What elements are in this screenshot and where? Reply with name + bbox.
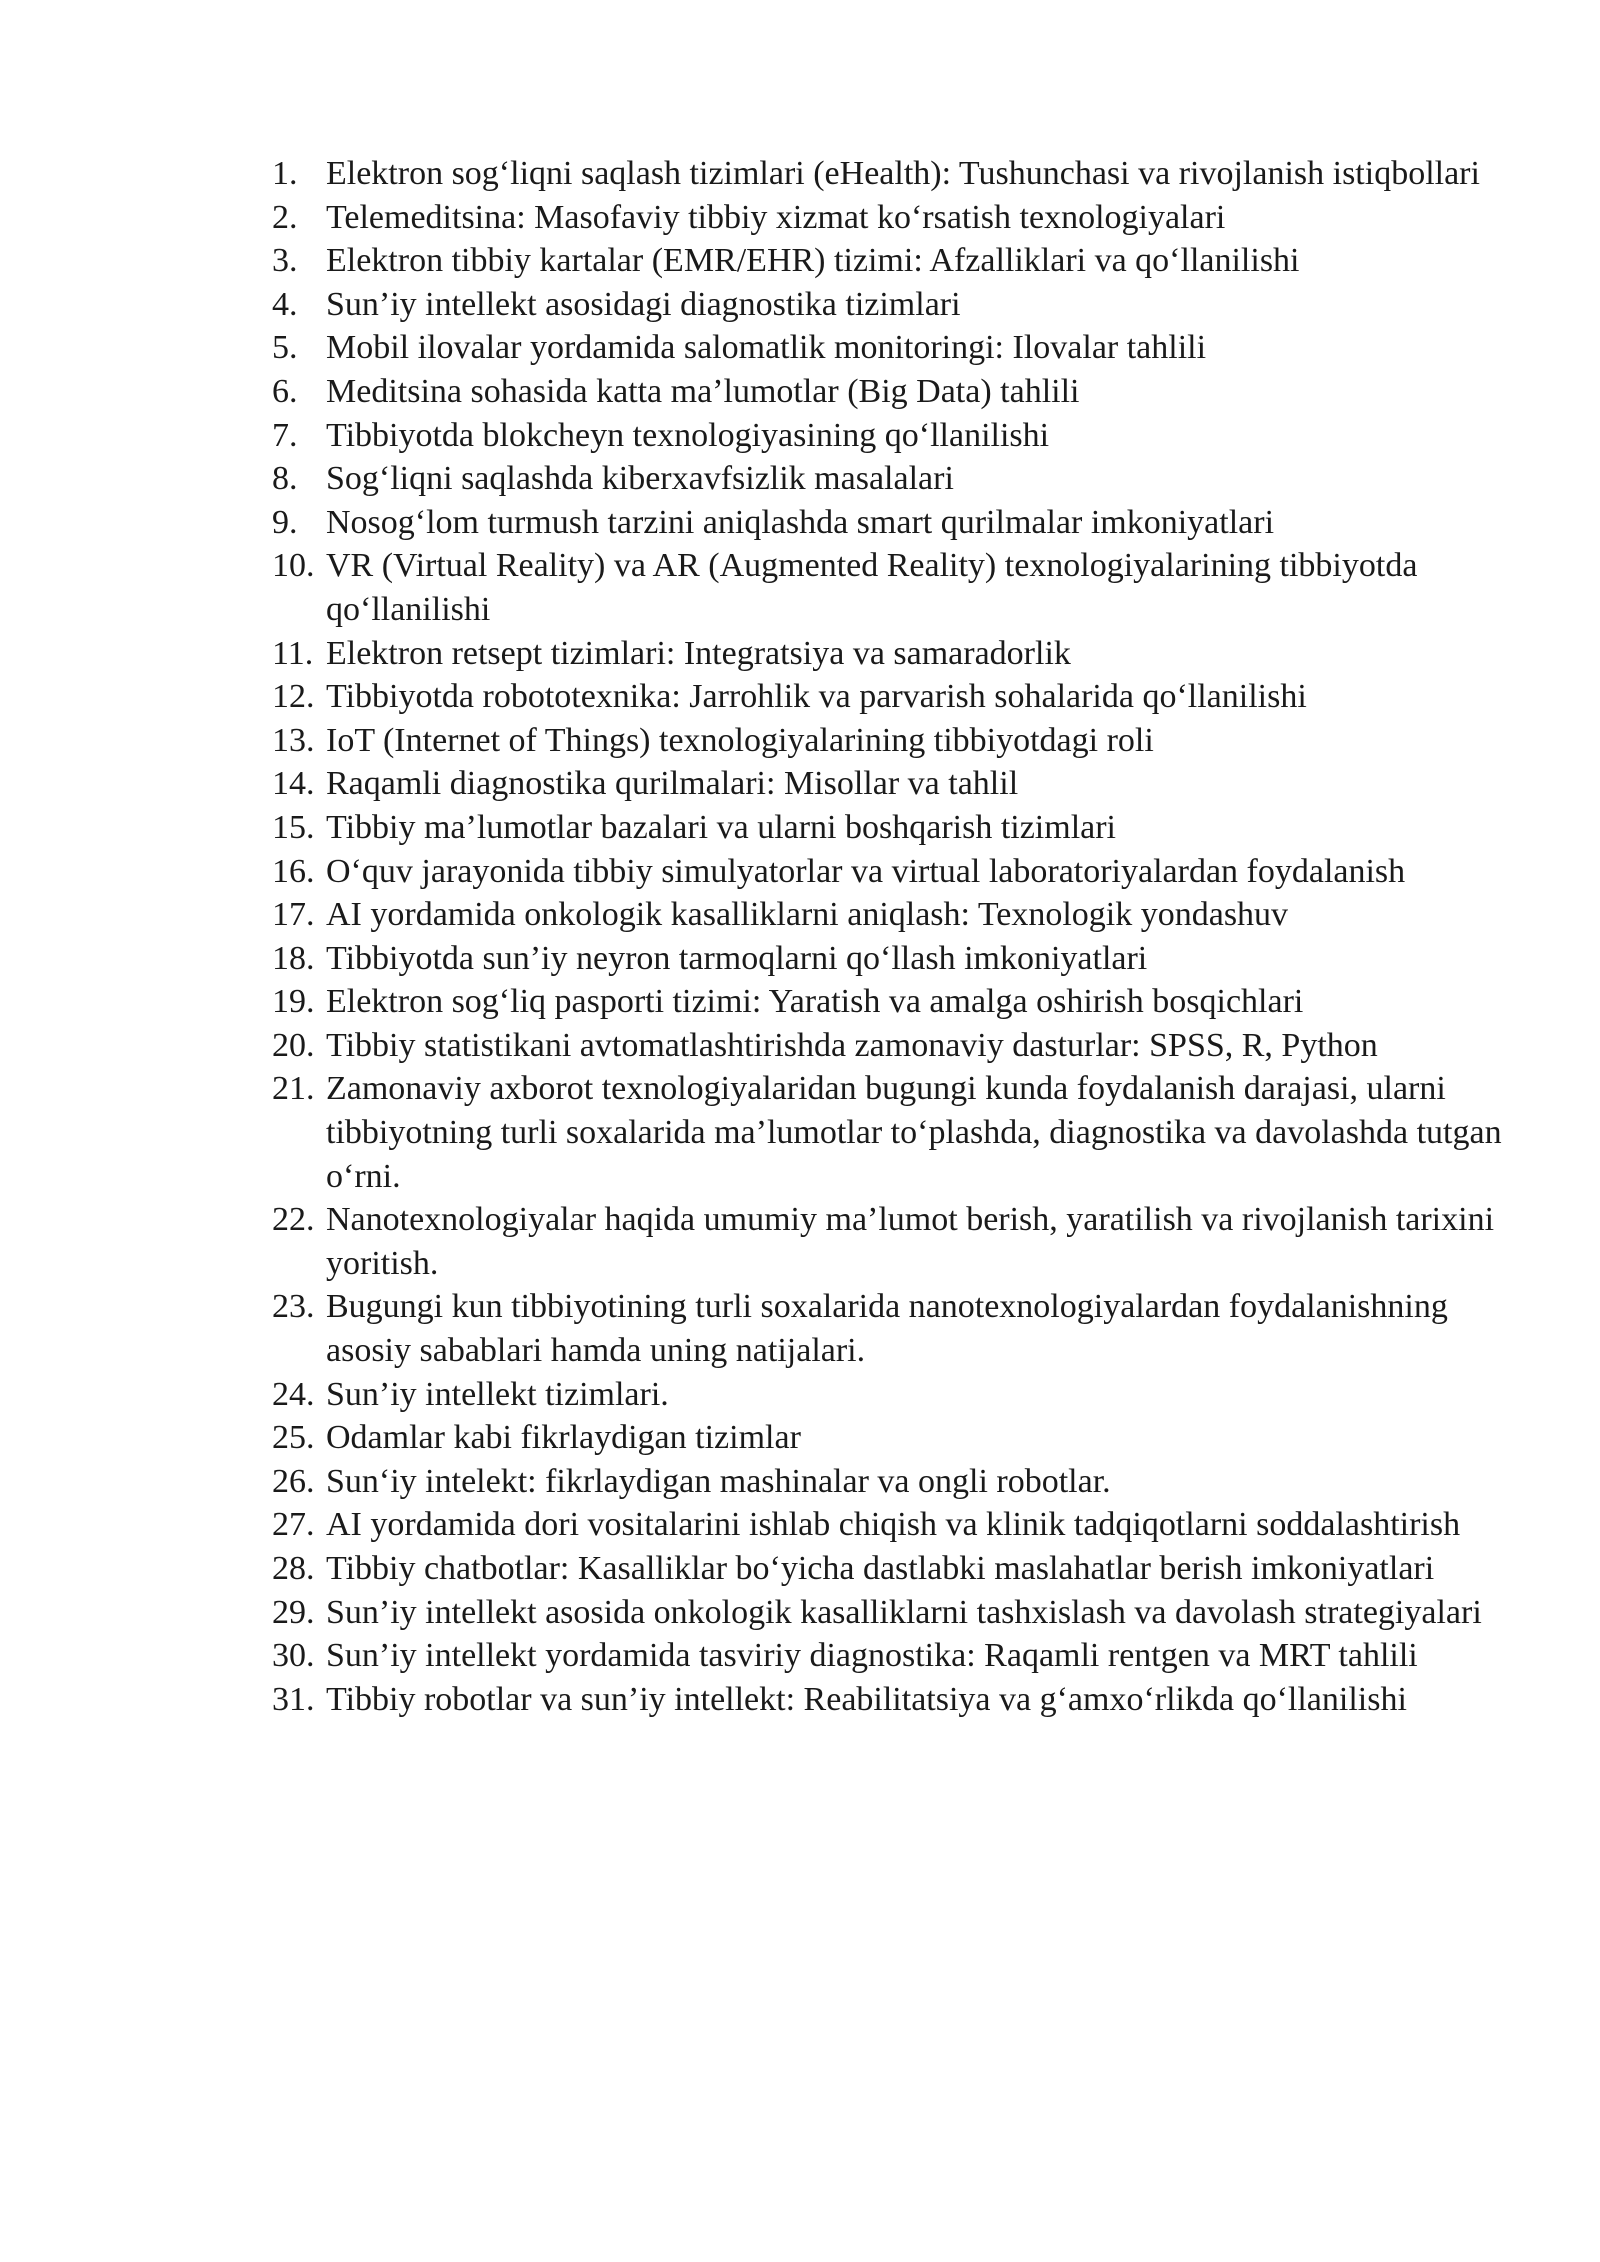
list-item — [272, 152, 1502, 196]
list-item-text: Bugungi kun tibbiyotining turli soxalarida nanotexnologiyalardan foydalanishning asosiy sabablari hamda uning natijalari. — [326, 1288, 1448, 1370]
list-item-text: Elektron sog‘liqni saqlash tizimlari (eHealth): Tushunchasi va rivojlanish istiqbollari — [326, 155, 1480, 192]
list-item-number: 5. — [272, 329, 298, 367]
list-item-text: Sun’iy intellekt asosidagi diagnostika tizimlari — [326, 285, 961, 323]
list-item — [272, 1416, 1502, 1460]
list-item-text: Raqamli diagnostika qurilmalari: Misollar va tahlil — [326, 765, 1019, 803]
list-item-text: Sog‘liqni saqlashda kiberxavfsizlik masalalari — [326, 460, 954, 498]
list-item-number: 7. — [272, 416, 298, 454]
list-item-text: Tibbiy robotlar va sun’iy intellekt: Reabilitatsiya va g‘amxo‘rlikda qo‘llanilishi — [326, 1680, 1407, 1718]
list-item — [272, 632, 1502, 676]
list-item-text: Tibbiy ma’lumotlar bazalari va ularni boshqarish tizimlari — [326, 808, 1117, 846]
list-item-number: 31. — [272, 1680, 315, 1718]
list-item-number: 22. — [272, 1201, 315, 1239]
list-item — [272, 1634, 1502, 1678]
list-item-number: 4. — [272, 285, 298, 323]
list-item-text: Mobil ilovalar yordamida salomatlik monitoringi: Ilovalar tahlili — [326, 329, 1207, 367]
list-item-text: VR (Virtual Reality) va AR (Augmented Reality) texnologiyalarining tibbiyotda qo‘llanilishi — [326, 547, 1418, 628]
list-item-text: Tibbiyotda robototexnika: Jarrohlik va parvarish sohalarida qo‘llanilishi — [326, 678, 1307, 716]
list-item-number: 29. — [272, 1593, 315, 1631]
list-item-number: 15. — [272, 808, 315, 846]
list-item — [272, 283, 1502, 327]
list-item-text: Elektron retsept tizimlari: Integratsiya va samaradorlik — [326, 634, 1071, 672]
list-item-text: Tibbiyotda sun’iy neyron tarmoqlarni qo‘llash imkoniyatlari — [326, 939, 1148, 977]
list-item-text: Nosog‘lom turmush tarzini aniqlashda smart qurilmalar imkoniyatlari — [326, 503, 1275, 541]
list-item — [272, 370, 1502, 414]
list-item — [272, 1460, 1502, 1504]
list-item-number: 2. — [272, 198, 298, 236]
list-item-number: 13. — [272, 721, 315, 759]
list-item — [272, 850, 1502, 894]
list-item-number: 6. — [272, 372, 298, 410]
list-item — [272, 1547, 1502, 1591]
list-item-text: AI yordamida dori vositalarini ishlab chiqish va klinik tadqiqotlarni soddalashtirish — [326, 1506, 1461, 1544]
list-item-text: Meditsina sohasida katta ma’lumotlar (Big Data) tahlili — [326, 372, 1080, 410]
list-item — [272, 1678, 1502, 1722]
list-item-number: 19. — [272, 983, 315, 1021]
list-item-text: Nanotexnologiyalar haqida umumiy ma’lumot berish, yaratilish va rivojlanish tarixini yoritish. — [326, 1201, 1495, 1282]
list-item-text: Tibbiy chatbotlar: Kasalliklar bo‘yicha dastlabki maslahatlar berish imkoniyatlari — [326, 1550, 1435, 1587]
list-item-text: Tibbiyotda blokcheyn texnologiyasining qo‘llanilishi — [326, 416, 1050, 454]
list-item — [272, 501, 1502, 545]
topic-list — [272, 152, 1502, 1721]
list-item — [272, 1373, 1502, 1417]
list-item-number: 9. — [272, 503, 298, 541]
list-item-number: 18. — [272, 939, 315, 977]
list-item-text: O‘quv jarayonida tibbiy simulyatorlar va virtual laboratoriyalardan foydalanish — [326, 852, 1406, 890]
list-item-number: 14. — [272, 765, 315, 803]
list-item-number: 25. — [272, 1419, 315, 1457]
list-item-number: 3. — [272, 242, 298, 280]
list-item — [272, 762, 1502, 806]
list-item — [272, 326, 1502, 370]
list-item-number: 8. — [272, 460, 298, 498]
list-item-number: 27. — [272, 1506, 315, 1544]
list-item-number: 30. — [272, 1637, 315, 1675]
list-item — [272, 239, 1502, 283]
list-item — [272, 1591, 1502, 1635]
list-item — [272, 457, 1502, 501]
list-item-number: 20. — [272, 1026, 315, 1064]
list-item — [272, 1198, 1502, 1285]
list-item-number: 26. — [272, 1462, 315, 1500]
list-item-number: 16. — [272, 852, 315, 890]
list-item-text: IoT (Internet of Things) texnologiyalarining tibbiyotdagi roli — [326, 721, 1154, 759]
list-item-text: Sun’iy intellekt tizimlari. — [326, 1375, 669, 1413]
list-item-number: 10. — [272, 547, 315, 585]
list-item-text: Elektron tibbiy kartalar (EMR/EHR) tizimi: Afzalliklari va qo‘llanilishi — [326, 242, 1300, 280]
list-item — [272, 675, 1502, 719]
list-item-text: AI yordamida onkologik kasalliklarni aniqlash: Texnologik yondashuv — [326, 896, 1289, 934]
list-item-text: Sun’iy intellekt yordamida tasviriy diagnostika: Raqamli rentgen va MRT tahlili — [326, 1637, 1418, 1675]
list-item-number: 28. — [272, 1550, 315, 1587]
list-item — [272, 719, 1502, 763]
list-item-text: Tibbiy statistikani avtomatlashtirishda zamonaviy dasturlar: SPSS, R, Python — [326, 1026, 1378, 1064]
list-item — [272, 893, 1502, 937]
list-item-text: Sun’iy intellekt asosida onkologik kasalliklarni tashxislash va davolash strategiyalari — [326, 1593, 1482, 1631]
list-item — [272, 414, 1502, 458]
list-item-number: 23. — [272, 1288, 315, 1326]
list-item-number: 1. — [272, 155, 298, 192]
list-item — [272, 806, 1502, 850]
list-item-text: Elektron sog‘liq pasporti tizimi: Yaratish va amalga oshirish bosqichlari — [326, 983, 1304, 1021]
list-item — [272, 937, 1502, 981]
list-item — [272, 1067, 1502, 1198]
list-item-text: Sun‘iy intelekt: fikrlaydigan mashinalar va ongli robotlar. — [326, 1462, 1111, 1500]
list-item-number: 12. — [272, 678, 315, 716]
list-item-number: 21. — [272, 1070, 315, 1108]
list-item — [272, 1503, 1502, 1547]
list-item-text: Odamlar kabi fikrlaydigan tizimlar — [326, 1419, 801, 1457]
list-item — [272, 544, 1502, 631]
list-item-text: Zamonaviy axborot texnologiyalaridan bugungi kunda foydalanish darajasi, ularni tibbiyotning turli soxalarida ma’lumotlar to‘plashda, diagnostika va davolashda tutgan o‘rni. — [326, 1070, 1502, 1195]
list-item-number: 17. — [272, 896, 315, 934]
list-item — [272, 980, 1502, 1024]
list-item — [272, 1024, 1502, 1068]
list-item-number: 24. — [272, 1375, 315, 1413]
list-item-text: Telemeditsina: Masofaviy tibbiy xizmat ko‘rsatish texnologiyalari — [326, 198, 1226, 236]
list-item-number: 11. — [272, 634, 314, 672]
list-item — [272, 196, 1502, 240]
list-item — [272, 1285, 1502, 1372]
